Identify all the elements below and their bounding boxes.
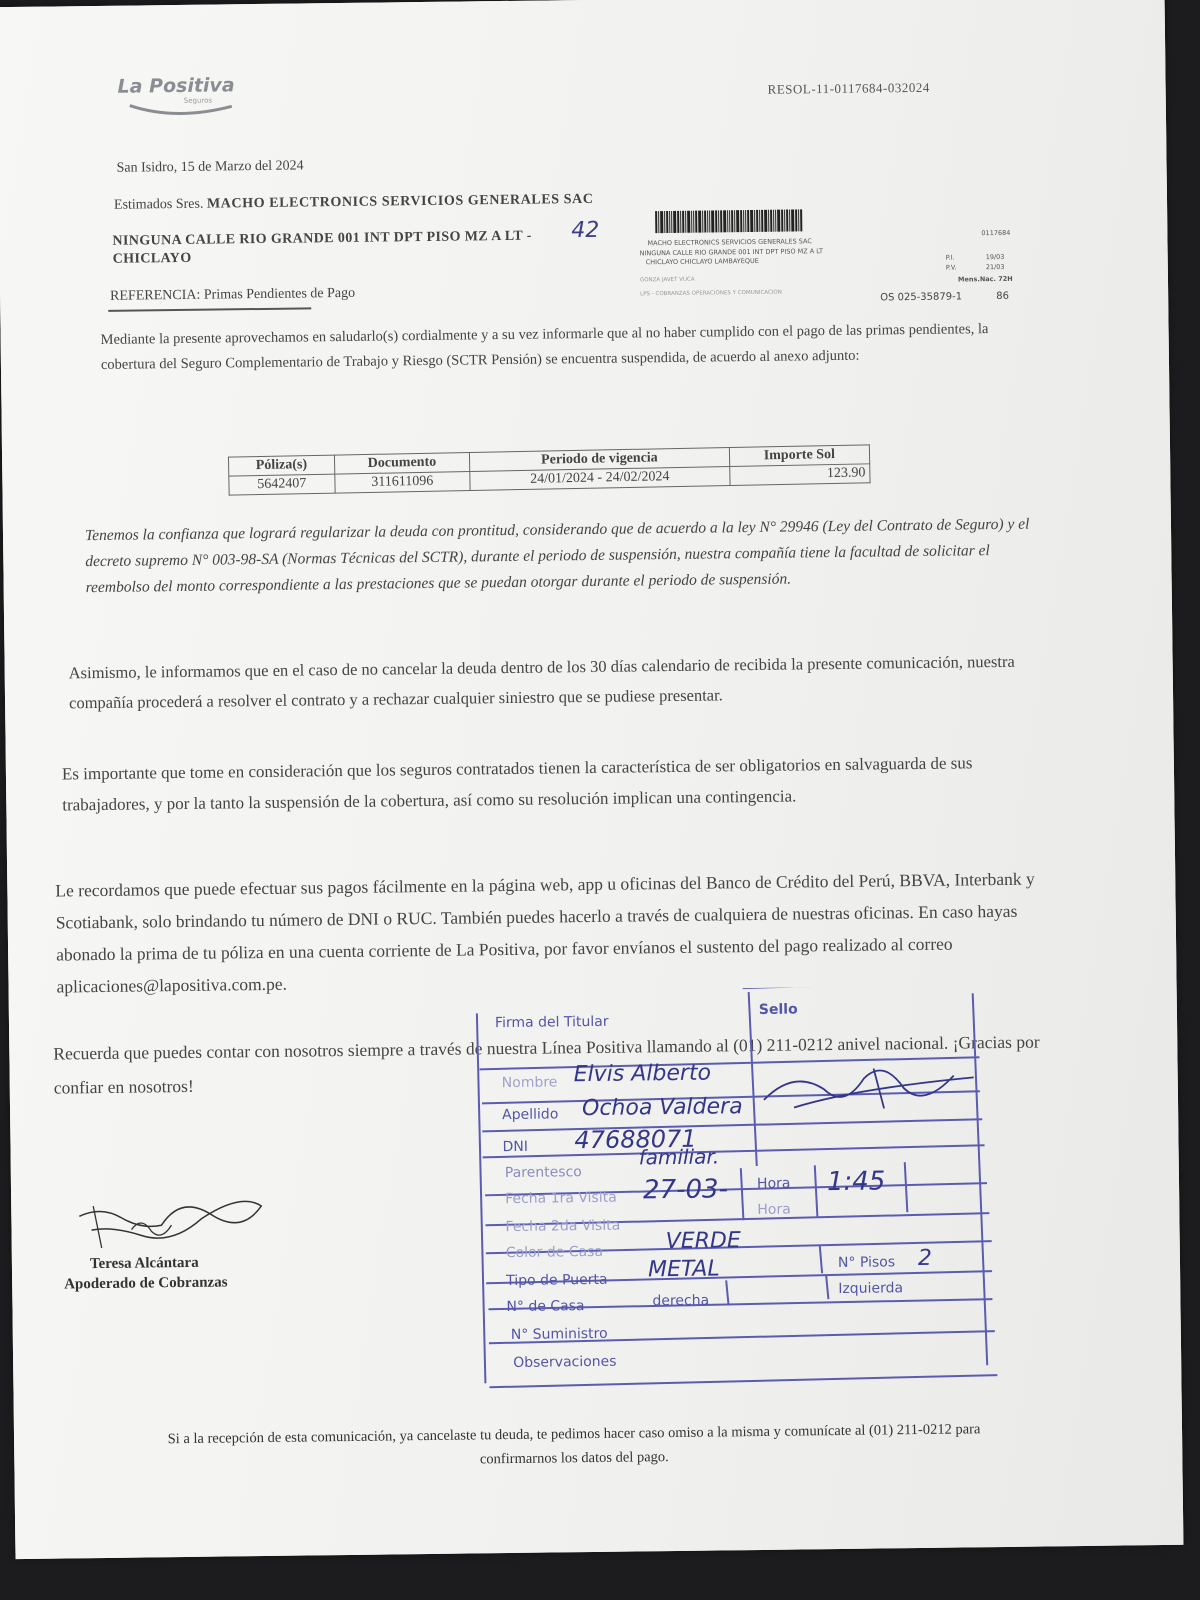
label-line-2: NINGUNA CALLE RIO GRANDE 001 INT DPT PISO MZ A LT <box>639 247 823 258</box>
document-number: 311611096 <box>334 471 470 493</box>
puerta-label: Tipo de Puerta <box>506 1271 608 1290</box>
validity-period: 24/01/2024 - 24/02/2024 <box>470 467 730 491</box>
paragraph-5: Le recordamos que puede efectuar sus pagos fácilmente en la página web, app u oficinas del Banco de Crédito del Perú, BBVA, Interbank y Scotiabank, solo brindando tu número de DNI o RUC. También puedes hacerlo a través de cualquiera de nuestras oficinas. En caso hayas abonado la prima de tu póliza en una cuenta corriente de La Positiva, por favor envíanos el sustento del pago realizado al correo aplicaciones@lapositiva.com.pe. <box>55 868 1035 997</box>
observaciones-label: Observaciones <box>513 1353 617 1371</box>
ncasa-label: N° de Casa <box>506 1298 585 1316</box>
dni-label: DNI <box>502 1138 529 1156</box>
recipient-signature-icon <box>753 1057 984 1120</box>
label-faint-1: GONZA JAVET VUCA <box>639 276 695 284</box>
paragraph-2: Tenemos la confianza que logrará regularizar la deuda con prontitud, considerando que de acuerdo a la ley N° 29946 (Ley del Contrato de Seguro) y el decreto supremo N° 003-98-SA (Normas Técnicas del SCTR), durante el periodo de suspensión, nuestra compañía tiene la facultad de solicitar el reembolso del monto correspondiente a las prestaciones que se puedan otorgar durante el periodo de suspensión. <box>84 515 1030 597</box>
recipient-company: MACHO ELECTRONICS SERVICIOS GENERALES SAC <box>206 191 594 212</box>
izquierda-label: Izquierda <box>838 1280 904 1298</box>
derecha-label: derecha <box>652 1292 710 1310</box>
fecha1-label: Fecha 1ra Visita <box>505 1189 617 1208</box>
pisos-value: 2 <box>917 1245 933 1272</box>
hora1-value: 1:45 <box>826 1166 886 1198</box>
letter-date: San Isidro, 15 de Marzo del 2024 <box>116 158 304 176</box>
signature-icon <box>71 1184 272 1256</box>
salutation <box>114 192 594 214</box>
label-service: Mens.Nac. 72H <box>957 274 1013 284</box>
policy-number: 5642407 <box>229 474 335 495</box>
reference-text: Primas Pendientes de Pago <box>203 285 356 303</box>
label-pv-label: P.V. <box>945 263 957 272</box>
mail-label <box>639 207 1030 312</box>
label-line-1: MACHO ELECTRONICS SERVICIOS GENERALES SAC <box>647 237 812 248</box>
reference-label: REFERENCIA: <box>110 287 201 304</box>
column-header: Importe Sol <box>729 445 870 467</box>
label-os-number: OS 025-35879-1 <box>880 291 963 304</box>
parentesco-value: familiar. <box>638 1144 720 1170</box>
amount: 123.90 <box>729 464 870 486</box>
reference-code: RESOL-11-0117684-032024 <box>767 79 930 97</box>
paragraph-4: Es importante que tome en consideración que los seguros contratados tienen la característica de ser obligatorios en salvaguarda de sus trabajadores, y por la tanto la suspensión de la cobertura, así como su resolución implican una contingencia. <box>61 753 973 815</box>
label-pv-value: 21/03 <box>985 262 1005 272</box>
apellido-value: Ochoa Valdera <box>581 1094 743 1122</box>
puerta-value: METAL <box>647 1256 720 1283</box>
policy-table <box>228 444 871 495</box>
firma-label: Firma del Titular <box>494 1013 609 1032</box>
footer-note: Si a la recepción de esta comunicación, ya cancelaste tu deuda, te pedimos hacer caso omiso a la misma y comunícate al (01) 211-0212 para confirmarnos los datos del pago. <box>167 1421 981 1468</box>
handwritten-lot-number: 42 <box>571 217 600 244</box>
paragraph-6: Recuerda que puedes contar con nosotros siempre a través de nuestra Línea Positiva llamando al (01) 211-0212 anivel nacional. ¡Gracias por confiar en nosotros! <box>53 1031 1040 1098</box>
logo-subtext: Seguros <box>183 96 213 105</box>
address-line-2: CHICLAYO <box>112 250 192 267</box>
label-code: 0117684 <box>981 228 1011 238</box>
salutation-prefix: Estimados Sres. <box>113 196 204 213</box>
address-line-1: NINGUNA CALLE RIO GRANDE 001 INT DPT PISO MZ A LT - <box>112 228 532 249</box>
column-header: Periodo de vigencia <box>470 448 730 472</box>
barcode-icon <box>655 209 863 234</box>
company-logo: La Positiva <box>117 74 235 98</box>
nombre-value: Elvis Alberto <box>573 1060 712 1088</box>
label-os-suffix: 86 <box>996 290 1009 303</box>
paragraph-3: Asimismo, le informamos que en el caso de no cancelar la deuda dentro de los 30 días calendario de recibida la presente comunicación, nuestra compañía procederá a resolver el contrato y a rechazar cualquier siniestro que se pudiese presentar. <box>68 651 1015 713</box>
hora2-label: Hora <box>757 1201 791 1218</box>
logo-swoosh-icon <box>126 100 236 119</box>
signer-name: Teresa Alcántara <box>89 1254 199 1273</box>
parentesco-label: Parentesco <box>504 1164 582 1182</box>
reference-line <box>110 286 355 305</box>
sello-label: Sello <box>758 1001 798 1018</box>
color-value: VERDE <box>665 1228 741 1255</box>
label-faint-2: LPS - COBRANZAS OPERACIONES Y COMUNICACION <box>640 289 782 298</box>
fecha1-value: 27-03- <box>642 1174 729 1206</box>
pisos-label: N° Pisos <box>837 1254 896 1272</box>
apellido-label: Apellido <box>502 1106 559 1124</box>
reference-underline <box>108 307 311 311</box>
color-label: Color de Casa <box>505 1243 604 1262</box>
signer-role: Apoderado de Cobranzas <box>64 1274 228 1293</box>
hora1-label: Hora <box>756 1175 791 1192</box>
delivery-stamp <box>473 985 1018 1392</box>
label-pi-label: P.I. <box>945 253 955 262</box>
nombre-label: Nombre <box>501 1074 558 1092</box>
label-line-3: CHICLAYO CHICLAYO LAMBAYEQUE <box>645 256 759 267</box>
column-header: Póliza(s) <box>228 455 334 476</box>
label-pi-value: 19/03 <box>985 252 1005 262</box>
suministro-label: N° Suministro <box>510 1325 608 1344</box>
paragraph-1: Mediante la presente aprovechamos en saludarlo(s) cordialmente y a su vez informarle que al no haber cumplido con el pago de las primas pendientes, la cobertura del Seguro Complementario de Trabajo y Riesgo (SCTR Pensión) se encuentra suspendida, de acuerdo al anexo adjunto: <box>100 321 989 373</box>
fecha2-label: Fecha 2da Visita <box>505 1217 621 1236</box>
dni-value: 47688071 <box>574 1124 697 1155</box>
column-header: Documento <box>334 453 470 475</box>
